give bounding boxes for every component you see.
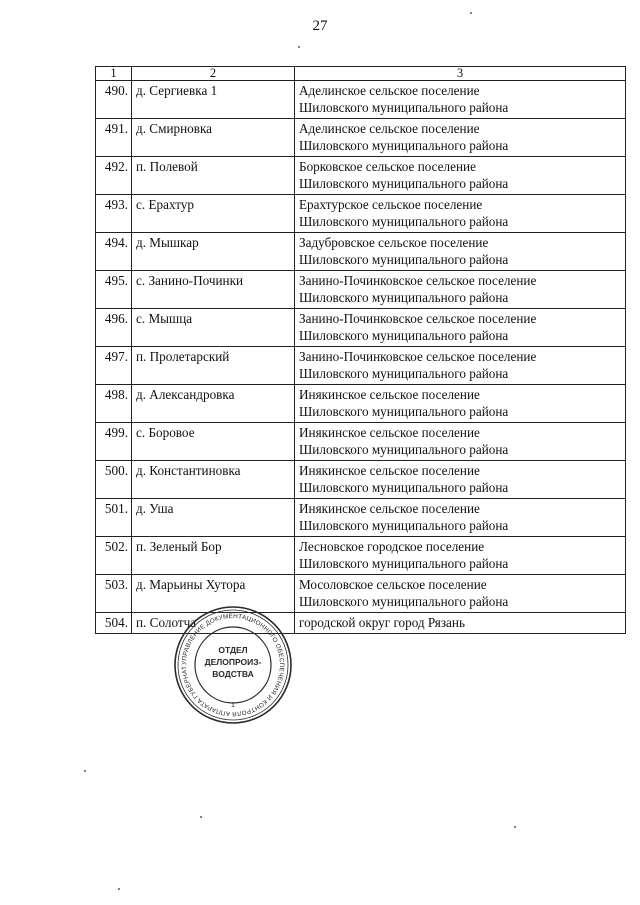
row-number: 495. (96, 271, 132, 309)
district-line: Шиловского муниципального района (299, 442, 509, 457)
municipality-cell (295, 195, 626, 233)
district-line: Шиловского муниципального района (299, 328, 509, 343)
stamp-number: 1 (231, 702, 235, 709)
row-number: 496. (96, 309, 132, 347)
district-line: Шиловского муниципального района (299, 176, 509, 191)
municipality-cell (295, 499, 626, 537)
settlement-name: п. Полевой (132, 157, 295, 195)
table-row (96, 385, 626, 423)
settlement-name: д. Марьины Хутора (132, 575, 295, 613)
table-row (96, 499, 626, 537)
municipality-cell (295, 385, 626, 423)
row-number: 497. (96, 347, 132, 385)
row-number: 492. (96, 157, 132, 195)
table-row (96, 157, 626, 195)
district-line: Шиловского муниципального района (299, 214, 509, 229)
scan-speck (298, 46, 300, 48)
scan-speck (200, 816, 202, 818)
row-number: 491. (96, 119, 132, 157)
municipality-cell (295, 81, 626, 119)
settlement-name: п. Солотча (132, 613, 295, 634)
settlement-name: д. Мышкар (132, 233, 295, 271)
settlement-name: д. Уша (132, 499, 295, 537)
settlement-name: д. Сергиевка 1 (132, 81, 295, 119)
district-line: Шиловского муниципального района (299, 594, 509, 609)
table-row (96, 81, 626, 119)
stamp-center-line-1: ОТДЕЛ (218, 645, 248, 655)
district-line: Шиловского муниципального района (299, 480, 509, 495)
settlement-name: с. Занино-Починки (132, 271, 295, 309)
row-number: 494. (96, 233, 132, 271)
stamp-center-line-3: ВОДСТВА (212, 669, 254, 679)
municipality-cell (295, 461, 626, 499)
column-header-2: 2 (132, 67, 295, 81)
settlements-table (95, 66, 626, 634)
municipality-cell (295, 537, 626, 575)
row-number: 500. (96, 461, 132, 499)
municipality-cell (295, 271, 626, 309)
table-row (96, 347, 626, 385)
row-number: 501. (96, 499, 132, 537)
municipality-cell (295, 423, 626, 461)
municipality-line: Мосоловское сельское поселение (299, 577, 487, 592)
stamp-graphic (172, 604, 294, 726)
municipality-line: Занино-Починковское сельское поселение (299, 273, 537, 288)
page-number: 27 (312, 18, 328, 34)
table-row (96, 423, 626, 461)
office-stamp (172, 604, 294, 726)
municipality-line: Инякинское сельское поселение (299, 387, 480, 402)
settlement-name: с. Мышца (132, 309, 295, 347)
table-row (96, 309, 626, 347)
municipality-cell (295, 613, 626, 634)
row-number: 493. (96, 195, 132, 233)
row-number: 504. (96, 613, 132, 634)
municipality-cell (295, 347, 626, 385)
municipality-line: Аделинское сельское поселение (299, 83, 480, 98)
district-line: Шиловского муниципального района (299, 100, 509, 115)
table-row (96, 195, 626, 233)
district-line: Шиловского муниципального района (299, 556, 509, 571)
municipality-cell (295, 309, 626, 347)
municipality-line: Занино-Починковское сельское поселение (299, 349, 537, 364)
stamp-center-line-2: ДЕЛОПРОИЗ- (204, 657, 262, 667)
scan-speck (514, 826, 516, 828)
municipality-line: Аделинское сельское поселение (299, 121, 480, 136)
municipality-cell (295, 157, 626, 195)
settlement-name: д. Александровка (132, 385, 295, 423)
district-line: Шиловского муниципального района (299, 290, 509, 305)
municipality-line: Инякинское сельское поселение (299, 501, 480, 516)
row-number: 503. (96, 575, 132, 613)
municipality-cell (295, 119, 626, 157)
row-number: 502. (96, 537, 132, 575)
settlement-name: д. Смирновка (132, 119, 295, 157)
municipality-line: Занино-Починковское сельское поселение (299, 311, 537, 326)
stamp-ring-text: УПРАВЛЕНИЕ ДОКУМЕНТАЦИОННОГО ОБЕСПЕЧЕНИЯ И КОНТРОЛЯ АППАРАТА ГУБЕРНАТ (180, 612, 286, 718)
column-header-3: 3 (295, 67, 626, 81)
municipality-line: Борковское сельское поселение (299, 159, 476, 174)
column-header-1: 1 (96, 67, 132, 81)
district-line: Шиловского муниципального района (299, 518, 509, 533)
district-line: Шиловского муниципального района (299, 138, 509, 153)
municipality-cell (295, 233, 626, 271)
table-row (96, 461, 626, 499)
table-row (96, 537, 626, 575)
municipality-line: Задубровское сельское поселение (299, 235, 489, 250)
district-line: Шиловского муниципального района (299, 366, 509, 381)
table-row (96, 271, 626, 309)
table-row (96, 233, 626, 271)
settlement-name: д. Константиновка (132, 461, 295, 499)
municipality-line: Инякинское сельское поселение (299, 463, 480, 478)
scan-speck (118, 888, 120, 890)
row-number: 498. (96, 385, 132, 423)
municipality-line: Инякинское сельское поселение (299, 425, 480, 440)
municipality-line: Лесновское городское поселение (299, 539, 485, 554)
table-header-row (96, 67, 626, 81)
district-line: Шиловского муниципального района (299, 252, 509, 267)
settlement-name: п. Зеленый Бор (132, 537, 295, 575)
scan-speck (470, 12, 472, 14)
scan-speck (84, 770, 86, 772)
settlement-name: п. Пролетарский (132, 347, 295, 385)
municipality-line: городской округ город Рязань (299, 615, 465, 630)
row-number: 490. (96, 81, 132, 119)
district-line: Шиловского муниципального района (299, 404, 509, 419)
table-row (96, 119, 626, 157)
settlement-name: с. Боровое (132, 423, 295, 461)
municipality-line: Ерахтурское сельское поселение (299, 197, 483, 212)
settlement-name: с. Ерахтур (132, 195, 295, 233)
row-number: 499. (96, 423, 132, 461)
municipality-cell (295, 575, 626, 613)
